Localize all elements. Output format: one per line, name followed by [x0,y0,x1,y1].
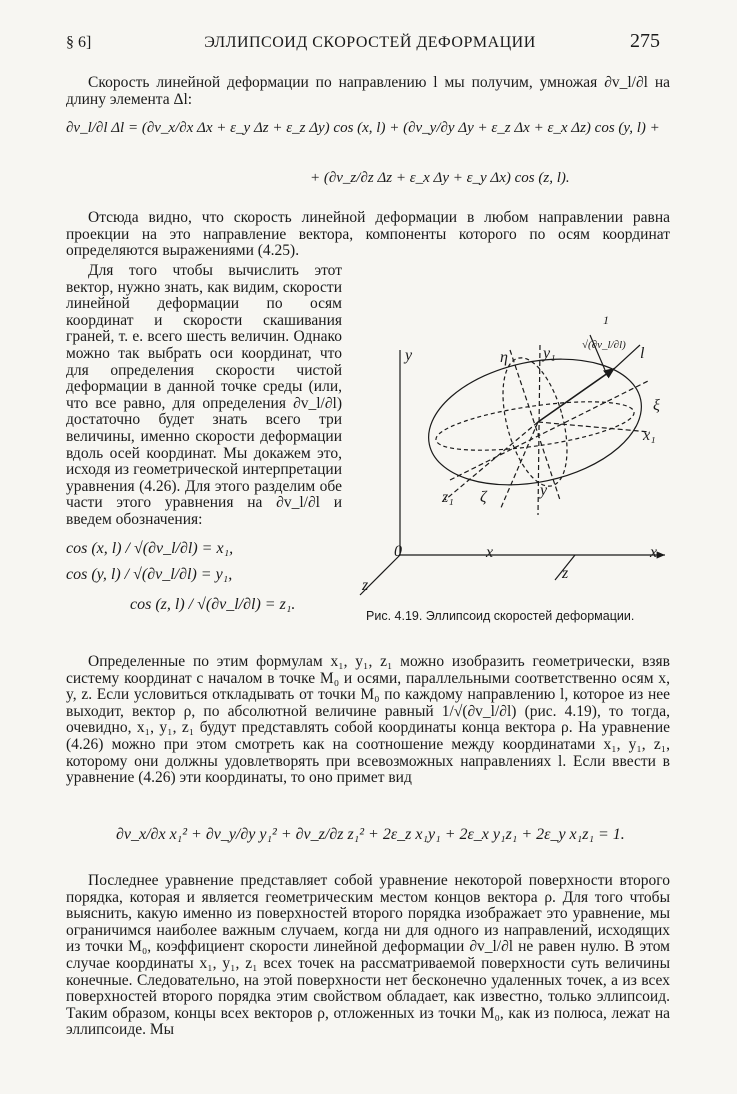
label-xi: ξ [653,397,660,414]
axis-zeta [500,422,538,510]
running-title: ЭЛЛИПСОИД СКОРОСТЕЙ ДЕФОРМАЦИИ [204,34,536,51]
label-eta: η [500,349,508,366]
paragraph-intro: Скорость линейной деформации по направлению l мы получим, умножая ∂v_l/∂l на длину элемента Δl: [66,74,670,108]
axis-z1 [445,422,538,500]
equation-1-line-2: + (∂v_z/∂z Δz + ε_x Δy + ε_y Δx) cos (z, l). [310,170,570,186]
label-origin: 0 [394,543,402,560]
label-rho-num: 1 [603,313,609,327]
label-x1: x₁ [643,427,656,444]
definition-y1: cos (y, l) / √(∂v_l/∂l) = y₁, [66,566,233,583]
label-rho-den: √(∂v_l/∂l) [582,339,626,351]
axis-xi [450,380,650,480]
page-number: 275 [630,30,660,52]
vector-rho [538,368,615,422]
equation-surface: ∂v_x/∂x x₁² + ∂v_y/∂y y₁² + ∂v_z/∂z z₁² + 2ε_z x₁y₁ + 2ε_x y₁z₁ + 2ε_y x₁z₁ = 1. [116,826,625,843]
definition-z1: cos (z, l) / √(∂v_l/∂l) = z₁. [130,596,296,613]
paragraph-vector: Для того чтобы вычислить этот вектор, нужно знать, как видим, скорости линейной деформации по осям координат и скорости скашивания граней, т. е. всего шесть величин. Однако можно так выбрать оси координат, что для определения скорости чистой деформации в данной точке среды (или, что все равно, для определения ∂v_l/∂l) достаточно будет знать всего три величины, именно скорости деформации вдоль осей координат. Мы докажем это, исходя из геометрической интерпретации уравнения (4.26). Для этого разделим обе части этого уравнения на ∂v_l/∂l и введем обозначения: [66,262,342,528]
label-l: l [640,345,645,362]
label-y: y [405,347,413,364]
equation-1-line-1: ∂v_l/∂l Δl = (∂v_x/∂x Δx + ε_y Δz + ε_z Δy) cos (x, l) + (∂v_y/∂y Δy + ε_z Δx + ε_x Δz) cos (y, l) + [66,120,660,136]
label-y-lower: y [540,482,548,499]
paragraph-ellipsoid: Последнее уравнение представляет собой уравнение некоторой поверхности второго порядка, которая и является геометрическим местом концов вектора ρ. Для того чтобы выяснить, какую именно из поверхностей второго порядка изображает это уравнение, мы ограничимся наиболее важным случаем, когда ни для одного из направлений, исходящих из точки M₀, коэффициент скорости линейной деформации ∂v_l/∂l не равен нулю. В этом случае координаты x₁, y₁, z₁ всех точек на рассматриваемой поверхности суть величины конечные. Следовательно, на этой поверхности нет бесконечно удаленных точек, а из всех поверхностей второго порядка этим свойством обладает, как известно, только эллипсоид. Таким образом, концы всех векторов ρ, отложенных из точки M₀, как из полюса, лежат на эллипсоиде. Мы [66,872,670,1039]
label-x-right: x [650,544,658,561]
figure-caption: Рис. 4.19. Эллипсоид скоростей деформации. [366,609,635,623]
paragraph-geometry: Определенные по этим формулам x₁, y₁, z₁ можно изобразить геометрически, взяв систему координат с началом в точке M₀ и осями, параллельными соответственно осям x, y, z. Если условиться откладывать от точки M₀ по каждому направлению l, которое из нее выходит, вектор ρ, по абсолютной величине равный 1/√(∂v_l/∂l) (рис. 4.19), то тогда, очевидно, x₁, y₁, z₁ будут представлять собой координаты конца вектора ρ. На уравнение (4.26) можно при этом смотреть как на соотношение между координатами x₁, y₁, z₁, которому они должны удовлетворять при всевозможных направлениях l. Если ввести в уравнение (4.26) эти координаты, то оно примет вид [66,653,670,787]
label-zeta: ζ [480,489,487,506]
ellipsoid-figure [350,310,680,605]
label-z1: z₁ [442,489,454,506]
label-y1: y₁ [543,345,556,362]
paragraph-projection: Отсюда видно, что скорость линейной деформации в любом направлении равна проекции на это направление вектора, компоненты которого по осям координат определяются выражениями (4.25). [66,209,670,260]
label-z-mid: z [562,565,569,582]
section-marker: § 6] [66,34,92,51]
definition-x1: cos (x, l) / √(∂v_l/∂l) = x₁, [66,540,234,557]
label-z-left: z [362,577,369,594]
label-x-mid: x [486,544,494,561]
